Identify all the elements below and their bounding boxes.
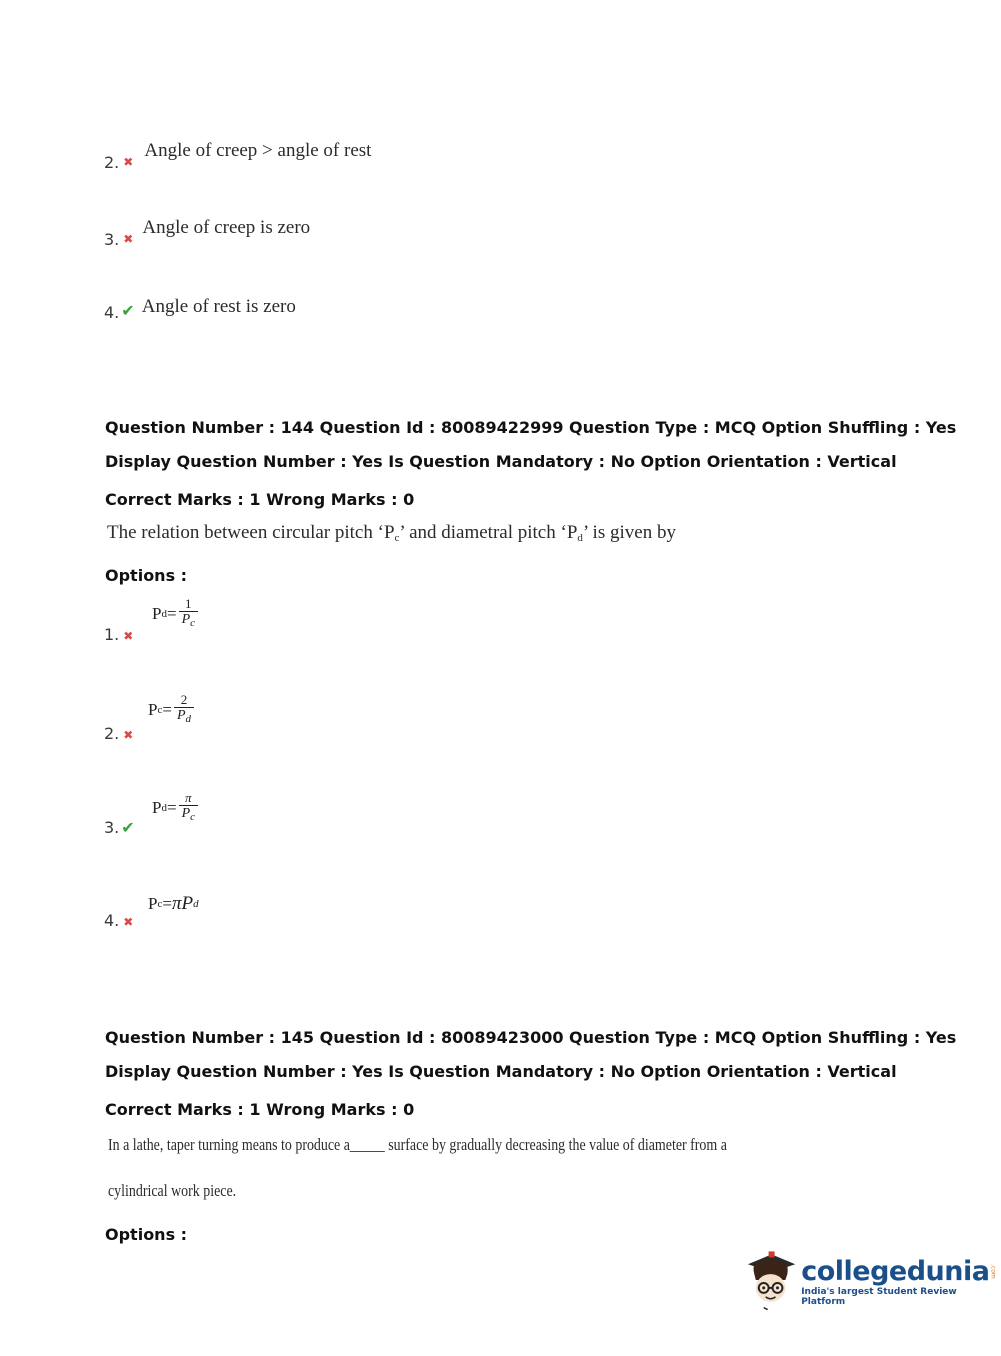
subscript: d [193,898,199,910]
q144-meta-line-2: Display Question Number : Yes Is Question Mandatory : No Option Orientation : Vertical [105,452,897,471]
prev-option-3 [104,217,311,249]
denominator-symbol: P [181,806,191,821]
fraction-numerator: 1 [185,596,192,611]
fraction-denominator [174,707,194,727]
q144-options-label: Options : [105,566,188,585]
option-text: Angle of rest is zero [141,296,296,317]
q145-question-text-line-2: cylindrical work piece. [108,1181,237,1200]
option-text: Angle of creep > angle of rest [144,140,372,161]
logo-wordmark [801,1256,1001,1287]
q144-option-2-formula [148,693,194,727]
cross-icon: ✖ [123,629,134,643]
subscript: d [185,713,192,725]
equals-sign: = [162,700,172,719]
option-number: 1. [104,625,120,644]
subscript: d [161,802,167,814]
q144-option-3-marker [104,818,135,837]
q144-option-4-marker [104,911,133,930]
denominator-symbol: P [181,612,191,627]
fraction [179,791,198,825]
logo-tagline: India's largest Student Review Platform [801,1286,957,1307]
formula-lhs: P [148,894,158,913]
question-text-part: ’ is given by [582,522,676,543]
logo-com: .com [989,1263,997,1279]
subscript: c [394,532,400,544]
q145-meta-line-2: Display Question Number : Yes Is Question Mandatory : No Option Orientation : Vertical [105,1062,897,1081]
q144-option-1-formula [152,597,198,631]
logo-name: collegedunia [801,1255,990,1287]
q144-meta-line-1: Question Number : 144 Question Id : 80089422999 Question Type : MCQ Option Shuffling : Yes [105,418,957,437]
equals-sign: = [166,604,177,623]
question-text-part: The relation between circular pitch ‘P [107,522,395,543]
check-icon: ✔ [121,818,135,837]
q144-option-2-marker [104,724,133,743]
option-number: 4. [104,911,120,930]
q145-meta-line-3: Correct Marks : 1 Wrong Marks : 0 [105,1100,415,1119]
option-number: 2. [104,724,120,743]
formula-lhs: P [152,798,162,817]
formula-rhs: πP [171,893,194,914]
cross-icon: ✖ [123,155,134,169]
fraction-numerator: 2 [180,692,188,707]
formula-lhs: P [152,604,162,623]
option-text: Angle of creep is zero [142,217,311,238]
fraction-denominator [179,805,198,825]
option-number: 2. [104,153,120,172]
fraction [179,597,198,631]
fraction [174,693,194,727]
subscript: c [157,704,163,716]
collegedunia-logo [742,1250,1001,1312]
subscript: c [190,617,196,629]
prev-option-2 [104,140,372,172]
cross-icon: ✖ [123,915,134,929]
formula-lhs: P [148,700,158,719]
option-number: 3. [104,818,120,837]
q145-options-label: Options : [105,1225,188,1244]
prev-option-4 [104,296,296,322]
q145-question-text-line-1: In a lathe, taper turning means to produce a_____ surface by gradually decreasing the value of diameter from a [108,1135,727,1154]
q144-option-3-formula [152,791,198,825]
subscript: d [161,608,167,620]
subscript: d [577,532,583,544]
subscript: c [190,811,196,823]
question-text-part: ’ and diametral pitch ‘P [399,522,578,543]
logo-text-group [801,1256,1001,1307]
subscript: c [157,898,163,910]
q144-meta-line-3: Correct Marks : 1 Wrong Marks : 0 [105,490,415,509]
fraction-denominator [179,611,198,631]
q144-question-text [107,522,676,544]
equals-sign: = [162,894,172,913]
q145-meta-line-1: Question Number : 145 Question Id : 80089423000 Question Type : MCQ Option Shuffling : Yes [105,1028,957,1047]
option-number: 3. [104,230,120,249]
fraction-numerator: π [185,790,192,805]
equals-sign: = [166,798,177,817]
denominator-symbol: P [176,708,186,723]
option-number: 4. [104,303,120,322]
check-icon: ✔ [121,301,135,320]
q144-option-4-formula [148,893,199,915]
cross-icon: ✖ [123,232,134,246]
q144-option-1-marker [104,625,133,644]
cross-icon: ✖ [123,728,134,742]
mascot-icon [742,1250,799,1312]
